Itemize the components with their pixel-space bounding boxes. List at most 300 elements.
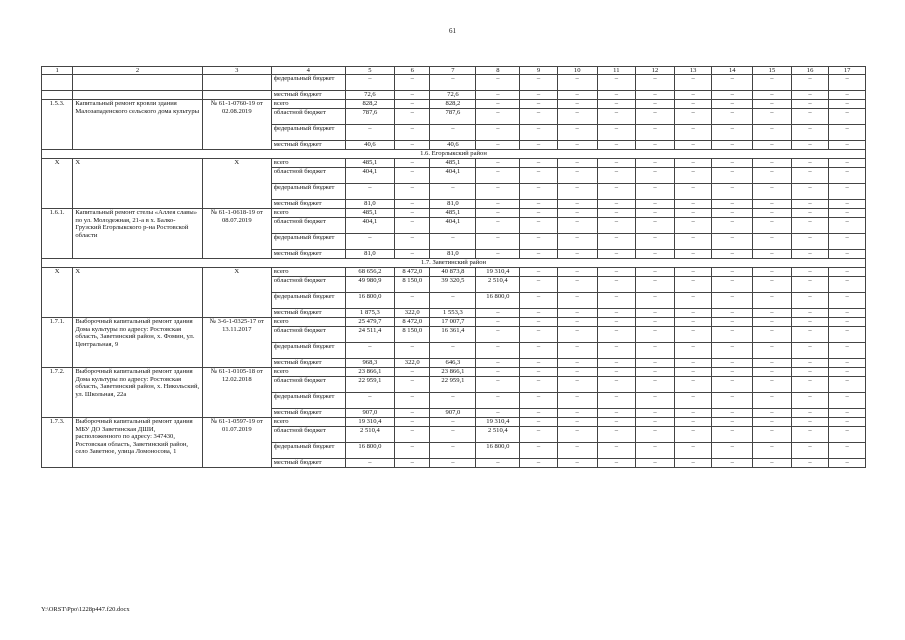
amount-cell: – xyxy=(712,109,753,125)
budget-line-label: местный бюджет xyxy=(271,91,345,100)
amount-cell: 1 875,3 xyxy=(345,309,394,318)
amount-cell: – xyxy=(636,91,675,100)
budget-line-label: местный бюджет xyxy=(271,359,345,368)
amount-cell: 72,6 xyxy=(430,91,476,100)
amount-cell: – xyxy=(520,368,558,377)
amount-cell: – xyxy=(636,393,675,409)
amount-cell: – xyxy=(636,409,675,418)
column-number-cell: 1 xyxy=(42,67,73,75)
amount-cell: 17 007,7 xyxy=(430,318,476,327)
amount-cell: – xyxy=(791,109,829,125)
amount-cell: – xyxy=(345,459,394,468)
budget-line-label: всего xyxy=(271,368,345,377)
amount-cell: 787,6 xyxy=(345,109,394,125)
amount-cell: – xyxy=(712,168,753,184)
amount-cell: – xyxy=(753,184,792,200)
amount-cell: – xyxy=(394,409,430,418)
amount-cell: – xyxy=(712,234,753,250)
amount-cell: 485,1 xyxy=(345,209,394,218)
amount-cell: – xyxy=(791,268,829,277)
amount-cell: – xyxy=(520,409,558,418)
amount-cell: – xyxy=(557,268,597,277)
amount-cell: – xyxy=(712,250,753,259)
amount-cell: – xyxy=(829,109,866,125)
amount-cell: – xyxy=(636,184,675,200)
amount-cell: – xyxy=(674,318,712,327)
column-number-cell: 12 xyxy=(636,67,675,75)
column-number-cell: 17 xyxy=(829,67,866,75)
amount-cell: – xyxy=(597,459,636,468)
amount-cell: – xyxy=(753,427,792,443)
amount-cell: – xyxy=(636,109,675,125)
amount-cell: 19 310,4 xyxy=(476,268,520,277)
amount-cell: – xyxy=(636,277,675,293)
amount-cell: – xyxy=(791,125,829,141)
amount-cell: – xyxy=(753,91,792,100)
amount-cell: – xyxy=(557,368,597,377)
section-title: 1.7. Заветинский район xyxy=(42,259,866,268)
amount-cell: 22 959,1 xyxy=(430,377,476,393)
amount-cell: 81,0 xyxy=(345,250,394,259)
amount-cell: – xyxy=(520,459,558,468)
amount-cell: – xyxy=(791,293,829,309)
amount-cell: – xyxy=(476,318,520,327)
amount-cell: – xyxy=(394,377,430,393)
amount-cell: – xyxy=(520,293,558,309)
amount-cell: – xyxy=(674,218,712,234)
amount-cell: – xyxy=(476,91,520,100)
amount-cell: – xyxy=(712,377,753,393)
amount-cell: – xyxy=(476,184,520,200)
amount-cell: – xyxy=(791,427,829,443)
amount-cell: – xyxy=(520,91,558,100)
amount-cell: – xyxy=(753,218,792,234)
amount-cell: – xyxy=(557,393,597,409)
budget-line-label: федеральный бюджет xyxy=(271,393,345,409)
amount-cell: – xyxy=(557,459,597,468)
amount-cell: 787,6 xyxy=(430,109,476,125)
amount-cell: 8 472,0 xyxy=(394,268,430,277)
amount-cell: – xyxy=(674,268,712,277)
amount-cell: – xyxy=(597,218,636,234)
item-number-cell xyxy=(42,75,73,91)
column-number-row xyxy=(42,67,866,75)
budget-table xyxy=(41,66,866,468)
amount-cell: 322,0 xyxy=(394,359,430,368)
table-row xyxy=(42,75,866,91)
amount-cell: – xyxy=(394,209,430,218)
amount-cell: – xyxy=(753,159,792,168)
amount-cell: – xyxy=(394,168,430,184)
amount-cell: – xyxy=(791,200,829,209)
amount-cell: 828,2 xyxy=(430,100,476,109)
amount-cell: – xyxy=(520,443,558,459)
amount-cell: – xyxy=(597,359,636,368)
document-number-cell: № 61-1-0618-19 от 08.07.2019 xyxy=(202,209,271,259)
column-number-cell: 7 xyxy=(430,67,476,75)
amount-cell: – xyxy=(712,268,753,277)
table-row xyxy=(42,268,866,277)
amount-cell: – xyxy=(674,368,712,377)
amount-cell: – xyxy=(674,168,712,184)
amount-cell: – xyxy=(674,427,712,443)
amount-cell: – xyxy=(636,75,675,91)
amount-cell: 40 873,8 xyxy=(430,268,476,277)
amount-cell: – xyxy=(557,418,597,427)
amount-cell: – xyxy=(476,359,520,368)
amount-cell: – xyxy=(394,109,430,125)
budget-line-label: федеральный бюджет xyxy=(271,184,345,200)
amount-cell: – xyxy=(430,184,476,200)
amount-cell: – xyxy=(712,125,753,141)
amount-cell: – xyxy=(430,427,476,443)
amount-cell: – xyxy=(520,75,558,91)
amount-cell: – xyxy=(791,359,829,368)
amount-cell: – xyxy=(712,200,753,209)
amount-cell: – xyxy=(753,409,792,418)
amount-cell: 81,0 xyxy=(430,200,476,209)
amount-cell: – xyxy=(712,218,753,234)
budget-line-label: федеральный бюджет xyxy=(271,234,345,250)
amount-cell: – xyxy=(394,293,430,309)
amount-cell: – xyxy=(597,368,636,377)
amount-cell: – xyxy=(791,100,829,109)
amount-cell: – xyxy=(753,368,792,377)
table-row xyxy=(42,100,866,109)
amount-cell: – xyxy=(674,141,712,150)
amount-cell: – xyxy=(520,100,558,109)
amount-cell: – xyxy=(791,209,829,218)
amount-cell: – xyxy=(597,125,636,141)
amount-cell: – xyxy=(520,200,558,209)
amount-cell: – xyxy=(712,309,753,318)
budget-line-label: федеральный бюджет xyxy=(271,125,345,141)
amount-cell: – xyxy=(557,141,597,150)
column-number-cell: 16 xyxy=(791,67,829,75)
amount-cell: – xyxy=(394,368,430,377)
amount-cell: – xyxy=(520,327,558,343)
amount-cell: 16 800,0 xyxy=(345,443,394,459)
amount-cell: – xyxy=(829,125,866,141)
amount-cell: – xyxy=(753,418,792,427)
amount-cell: – xyxy=(597,91,636,100)
amount-cell: – xyxy=(636,327,675,343)
amount-cell: – xyxy=(674,184,712,200)
amount-cell: – xyxy=(753,459,792,468)
amount-cell: – xyxy=(557,293,597,309)
amount-cell: 40,6 xyxy=(345,141,394,150)
amount-cell: 16 361,4 xyxy=(430,327,476,343)
amount-cell: – xyxy=(829,75,866,91)
document-number-cell: № 61-1-0597-19 от 01.07.2019 xyxy=(202,418,271,468)
object-name-cell: X xyxy=(73,268,203,318)
amount-cell: – xyxy=(674,459,712,468)
amount-cell: – xyxy=(753,209,792,218)
amount-cell: – xyxy=(791,250,829,259)
amount-cell: – xyxy=(557,159,597,168)
amount-cell: – xyxy=(712,318,753,327)
amount-cell: – xyxy=(753,268,792,277)
amount-cell: – xyxy=(597,293,636,309)
amount-cell: – xyxy=(557,109,597,125)
amount-cell: – xyxy=(636,293,675,309)
amount-cell: – xyxy=(829,409,866,418)
budget-line-label: федеральный бюджет xyxy=(271,293,345,309)
amount-cell: – xyxy=(829,268,866,277)
budget-line-label: федеральный бюджет xyxy=(271,443,345,459)
document-number-cell: № 61-1-0760-19 от 02.08.2019 xyxy=(202,100,271,150)
table-row xyxy=(42,209,866,218)
amount-cell: – xyxy=(597,250,636,259)
amount-cell: – xyxy=(394,250,430,259)
amount-cell: 39 320,5 xyxy=(430,277,476,293)
amount-cell: – xyxy=(394,141,430,150)
amount-cell: – xyxy=(829,418,866,427)
column-number-cell: 2 xyxy=(73,67,203,75)
amount-cell: – xyxy=(712,91,753,100)
amount-cell: – xyxy=(753,168,792,184)
amount-cell: – xyxy=(520,418,558,427)
amount-cell: – xyxy=(557,209,597,218)
amount-cell: – xyxy=(597,109,636,125)
amount-cell: – xyxy=(520,359,558,368)
amount-cell: – xyxy=(829,100,866,109)
amount-cell: 40,6 xyxy=(430,141,476,150)
amount-cell: – xyxy=(557,427,597,443)
amount-cell: – xyxy=(712,75,753,91)
amount-cell: – xyxy=(636,443,675,459)
budget-line-label: областной бюджет xyxy=(271,218,345,234)
amount-cell: 22 959,1 xyxy=(345,377,394,393)
budget-line-label: федеральный бюджет xyxy=(271,343,345,359)
amount-cell: – xyxy=(791,234,829,250)
amount-cell: – xyxy=(674,75,712,91)
amount-cell: – xyxy=(597,427,636,443)
file-path-footer: Y:\ORST\Ppo\1228p447.f20.docx xyxy=(41,606,130,613)
budget-line-label: областной бюджет xyxy=(271,109,345,125)
amount-cell: – xyxy=(557,200,597,209)
column-number-cell: 15 xyxy=(753,67,792,75)
amount-cell: – xyxy=(394,427,430,443)
amount-cell: – xyxy=(597,318,636,327)
amount-cell: 646,3 xyxy=(430,359,476,368)
amount-cell: 24 511,4 xyxy=(345,327,394,343)
amount-cell: – xyxy=(394,91,430,100)
amount-cell: – xyxy=(557,359,597,368)
amount-cell: – xyxy=(394,75,430,91)
amount-cell: – xyxy=(520,209,558,218)
amount-cell: – xyxy=(829,343,866,359)
amount-cell: – xyxy=(674,234,712,250)
item-number-cell: 1.6.1. xyxy=(42,209,73,259)
amount-cell: – xyxy=(753,327,792,343)
amount-cell: 485,1 xyxy=(430,159,476,168)
amount-cell: – xyxy=(520,250,558,259)
amount-cell: – xyxy=(476,327,520,343)
amount-cell: – xyxy=(430,418,476,427)
amount-cell: – xyxy=(557,343,597,359)
amount-cell: – xyxy=(520,109,558,125)
amount-cell: – xyxy=(476,200,520,209)
amount-cell: – xyxy=(520,318,558,327)
amount-cell: – xyxy=(674,418,712,427)
object-name-cell: Выборочный капитальный ремонт здания МБУ ДО Заветинская ДШИ, расположенного по адресу: 347430, Ростовская область, Заветинский район, село Заветное, улица Ломоносова, 1 xyxy=(73,418,203,468)
amount-cell: – xyxy=(476,393,520,409)
amount-cell: – xyxy=(520,427,558,443)
document-number-cell: X xyxy=(202,268,271,318)
amount-cell: – xyxy=(753,359,792,368)
amount-cell: 828,2 xyxy=(345,100,394,109)
amount-cell: – xyxy=(557,91,597,100)
amount-cell: – xyxy=(476,218,520,234)
amount-cell: 72,6 xyxy=(345,91,394,100)
amount-cell: – xyxy=(394,234,430,250)
amount-cell: – xyxy=(829,218,866,234)
document-number-cell: X xyxy=(202,159,271,209)
section-row xyxy=(42,150,866,159)
amount-cell: 49 980,9 xyxy=(345,277,394,293)
amount-cell: – xyxy=(597,234,636,250)
amount-cell: – xyxy=(557,377,597,393)
item-number-cell xyxy=(42,91,73,100)
amount-cell: – xyxy=(753,109,792,125)
amount-cell: – xyxy=(636,168,675,184)
amount-cell: – xyxy=(712,141,753,150)
amount-cell: – xyxy=(476,100,520,109)
amount-cell: – xyxy=(829,250,866,259)
object-name-cell: Выборочный капитальный ремонт здания Дома культуры по адресу: Ростовская область, Заветинский район, х. Никольский, ул. Школьная, 22а xyxy=(73,368,203,418)
amount-cell: – xyxy=(394,343,430,359)
amount-cell: – xyxy=(476,75,520,91)
amount-cell: – xyxy=(636,209,675,218)
budget-line-label: местный бюджет xyxy=(271,200,345,209)
table-row xyxy=(42,418,866,427)
amount-cell: – xyxy=(557,250,597,259)
amount-cell: – xyxy=(597,418,636,427)
object-name-cell xyxy=(73,75,203,91)
amount-cell: – xyxy=(753,309,792,318)
amount-cell: – xyxy=(597,75,636,91)
amount-cell: – xyxy=(394,159,430,168)
amount-cell: – xyxy=(520,309,558,318)
amount-cell: 16 800,0 xyxy=(476,293,520,309)
amount-cell: – xyxy=(829,234,866,250)
amount-cell: – xyxy=(430,234,476,250)
amount-cell: – xyxy=(394,100,430,109)
budget-line-label: федеральный бюджет xyxy=(271,75,345,91)
amount-cell: – xyxy=(636,234,675,250)
object-name-cell: Выборочный капитальный ремонт здания Дома культуры по адресу: Ростовская область, Заветинский район, х. Фомин, ул. Центральная, 9 xyxy=(73,318,203,368)
amount-cell: – xyxy=(476,159,520,168)
amount-cell: 16 800,0 xyxy=(476,443,520,459)
amount-cell: – xyxy=(476,368,520,377)
amount-cell: 2 510,4 xyxy=(345,427,394,443)
amount-cell: 2 510,4 xyxy=(476,277,520,293)
amount-cell: – xyxy=(345,184,394,200)
amount-cell: – xyxy=(476,459,520,468)
amount-cell: – xyxy=(394,393,430,409)
amount-cell: – xyxy=(476,125,520,141)
column-number-cell: 8 xyxy=(476,67,520,75)
amount-cell: – xyxy=(791,184,829,200)
amount-cell: – xyxy=(636,377,675,393)
amount-cell: – xyxy=(829,141,866,150)
amount-cell: – xyxy=(636,141,675,150)
amount-cell: – xyxy=(829,318,866,327)
amount-cell: 404,1 xyxy=(430,218,476,234)
amount-cell: – xyxy=(753,234,792,250)
amount-cell: – xyxy=(829,377,866,393)
amount-cell: – xyxy=(791,218,829,234)
amount-cell: – xyxy=(712,393,753,409)
amount-cell: 19 310,4 xyxy=(476,418,520,427)
budget-line-label: местный бюджет xyxy=(271,409,345,418)
amount-cell: – xyxy=(557,409,597,418)
amount-cell: – xyxy=(791,459,829,468)
amount-cell: – xyxy=(476,343,520,359)
amount-cell: – xyxy=(674,443,712,459)
item-number-cell: 1.7.3. xyxy=(42,418,73,468)
column-number-cell: 11 xyxy=(597,67,636,75)
budget-line-label: всего xyxy=(271,268,345,277)
amount-cell: 8 150,0 xyxy=(394,277,430,293)
amount-cell: – xyxy=(430,125,476,141)
column-number-cell: 4 xyxy=(271,67,345,75)
budget-line-label: местный бюджет xyxy=(271,309,345,318)
amount-cell: – xyxy=(753,393,792,409)
amount-cell: – xyxy=(557,75,597,91)
amount-cell: – xyxy=(597,343,636,359)
column-number-cell: 6 xyxy=(394,67,430,75)
amount-cell: – xyxy=(345,234,394,250)
amount-cell: – xyxy=(791,141,829,150)
amount-cell: – xyxy=(394,459,430,468)
amount-cell: – xyxy=(520,377,558,393)
amount-cell: – xyxy=(520,159,558,168)
budget-line-label: областной бюджет xyxy=(271,168,345,184)
budget-line-label: областной бюджет xyxy=(271,327,345,343)
document-number-cell xyxy=(202,91,271,100)
object-name-cell xyxy=(73,91,203,100)
amount-cell: – xyxy=(674,209,712,218)
amount-cell: – xyxy=(674,91,712,100)
item-number-cell: 1.7.1. xyxy=(42,318,73,368)
amount-cell: – xyxy=(597,393,636,409)
amount-cell: – xyxy=(674,377,712,393)
amount-cell: – xyxy=(674,277,712,293)
amount-cell: – xyxy=(476,234,520,250)
amount-cell: – xyxy=(753,100,792,109)
amount-cell: – xyxy=(753,293,792,309)
amount-cell: – xyxy=(557,234,597,250)
amount-cell: – xyxy=(557,125,597,141)
amount-cell: – xyxy=(597,277,636,293)
amount-cell: – xyxy=(636,268,675,277)
amount-cell: – xyxy=(430,459,476,468)
amount-cell: 2 510,4 xyxy=(476,427,520,443)
amount-cell: – xyxy=(597,443,636,459)
amount-cell: – xyxy=(791,368,829,377)
amount-cell: – xyxy=(791,443,829,459)
amount-cell: 16 800,0 xyxy=(345,293,394,309)
amount-cell: – xyxy=(636,343,675,359)
amount-cell: – xyxy=(712,368,753,377)
amount-cell: – xyxy=(753,277,792,293)
document-number-cell: № 61-1-0105-18 от 12.02.2018 xyxy=(202,368,271,418)
budget-line-label: местный бюджет xyxy=(271,250,345,259)
amount-cell: – xyxy=(791,277,829,293)
amount-cell: – xyxy=(636,159,675,168)
